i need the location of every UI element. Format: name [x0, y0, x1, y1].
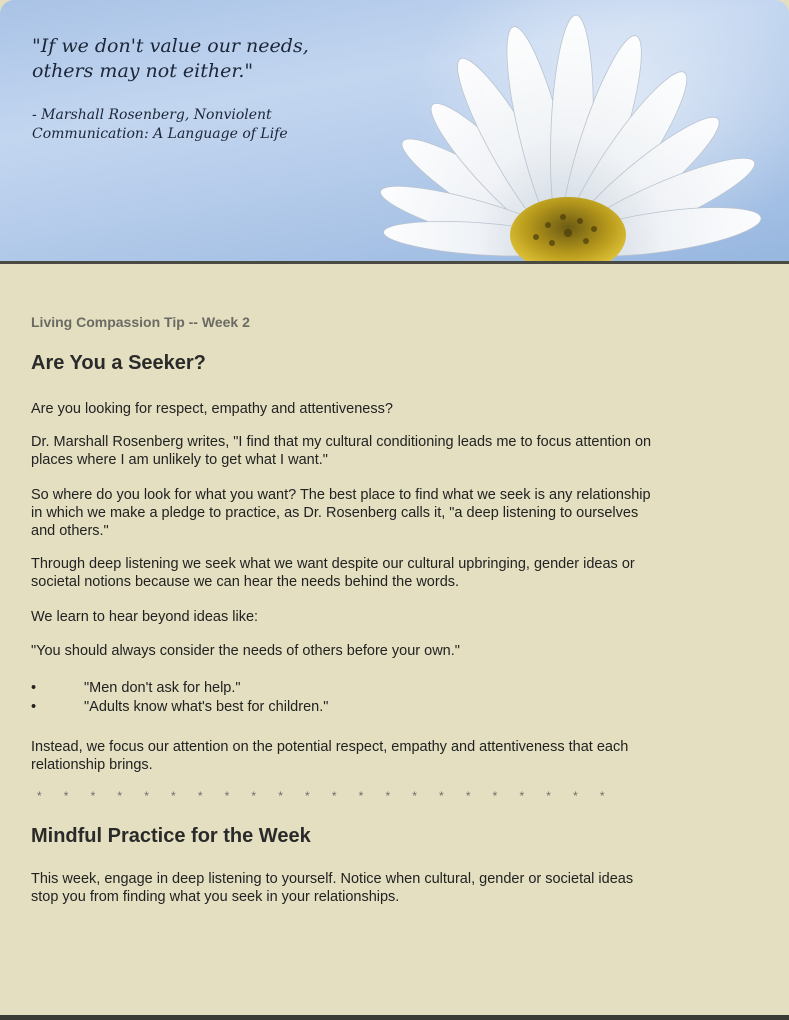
- paragraph-5: We learn to hear beyond ideas like:: [31, 609, 259, 625]
- paragraph-2: Dr. Marshall Rosenberg writes, "I find that my cultural conditioning leads me to focus attention on places where I am unlikely to get what I want.": [31, 434, 652, 468]
- paragraph-3: So where do you look for what you want? The best place to find what we seek is any relationship in which we make a pledge to practice, as Dr. Rosenberg calls it, "a deep listening to ourselves and others.": [31, 487, 651, 539]
- attribution-line-1: - Marshall Rosenberg, Nonviolent: [32, 107, 272, 123]
- quote-line-1: "If we don't value our needs,: [32, 35, 309, 57]
- paragraph-1: Are you looking for respect, empathy and attentiveness?: [31, 401, 393, 417]
- header-banner: [0, 0, 789, 264]
- paragraph-6: "You should always consider the needs of others before your own.": [31, 643, 460, 659]
- star-divider: * * * * * * * * * * * * * * * * * * * * * *: [37, 789, 614, 803]
- footer-divider: [0, 1015, 789, 1020]
- list-item: • "Adults know what's best for children.": [31, 698, 328, 717]
- bullet-list: [31, 679, 328, 717]
- paragraph-4: Through deep listening we seek what we want despite our cultural upbringing, gender ideas or societal notions because we can hear the needs behind the words.: [31, 556, 635, 590]
- header-quote: [32, 34, 372, 84]
- practice-title: Mindful Practice for the Week: [31, 825, 311, 847]
- quote-line-2: others may not either.": [32, 60, 254, 82]
- article-title: Are You a Seeker?: [31, 352, 206, 374]
- closing-paragraph: Instead, we focus our attention on the potential respect, empathy and attentiveness that each relationship brings.: [31, 739, 629, 773]
- attribution-line-2: Communication: A Language of Life: [32, 126, 288, 142]
- daisy-flower-image: [360, 0, 789, 261]
- tip-kicker: Living Compassion Tip -- Week 2: [31, 314, 250, 330]
- list-item: • "Men don't ask for help.": [31, 679, 328, 698]
- quote-attribution: [32, 106, 372, 144]
- practice-paragraph: This week, engage in deep listening to yourself. Notice when cultural, gender or societal ideas stop you from finding what you seek in your relationships.: [31, 871, 634, 905]
